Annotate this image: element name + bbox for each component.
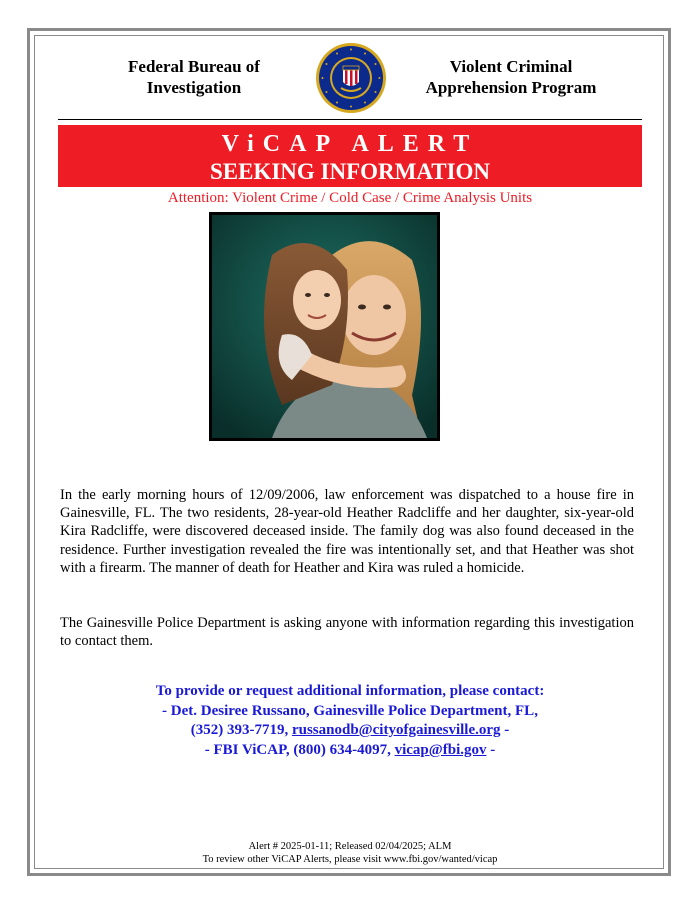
detective-email-link[interactable]: russanodb@cityofgainesville.org xyxy=(291,722,501,738)
contact-block xyxy=(60,682,640,760)
victims-photo xyxy=(209,212,440,441)
contact-detective: - Det. Desiree Russano, Gainesville Police Department, FL, xyxy=(162,702,538,719)
footer xyxy=(60,840,640,866)
header-left-line2: Investigation xyxy=(146,78,242,97)
header-right-line1: Violent Criminal xyxy=(449,57,573,76)
contact-dash: - xyxy=(500,722,510,738)
vicap-website-note: To review other ViCAP Alerts, please visit www.fbi.gov/wanted/vicap xyxy=(202,854,498,865)
fbi-vicap-phone: - FBI ViCAP, (800) 634-4097, xyxy=(204,741,395,758)
contact-heading: To provide or request additional information, please contact: xyxy=(155,683,545,699)
alert-release-info: Alert # 2025-01-11; Released 02/04/2025; ALM xyxy=(248,841,452,852)
header-right-title xyxy=(408,56,614,98)
vicap-email-link[interactable]: vicap@fbi.gov xyxy=(394,741,487,758)
contact-detective-info xyxy=(60,721,640,741)
banner-title: ViCAP ALERT xyxy=(221,131,479,157)
contact-phone: (352) 393-7719, xyxy=(190,722,292,738)
contact-dash: - xyxy=(486,741,496,758)
header-left-title xyxy=(94,56,294,98)
case-summary-paragraph: In the early morning hours of 12/09/2006, law enforcement was dispatched to a house fire in Gainesville, FL. The two residents, 28-year-old Heather Radcliffe and her daughter, six-year-old Kira Radcliffe, were discovered deceased inside. The family dog was also found deceased in the residence. Further investigation revealed the fire was intentionally set, and that Heather was shot with a firearm. The manner of death for Heather and Kira was ruled a homicide. xyxy=(60,487,634,576)
attention-line: Attention: Violent Crime / Cold Case / Crime Analysis Units xyxy=(167,190,533,206)
alert-banner xyxy=(58,125,642,187)
banner-subtitle: SEEKING INFORMATION xyxy=(209,159,491,184)
request-paragraph: The Gainesville Police Department is asking anyone with information regarding this investigation to contact them. xyxy=(60,615,634,650)
fbi-seal-icon xyxy=(315,42,387,114)
header-right-line2: Apprehension Program xyxy=(425,78,597,97)
photo-image xyxy=(212,215,437,438)
header-left-line1: Federal Bureau of xyxy=(128,57,260,76)
header-divider xyxy=(58,119,642,120)
contact-fbi xyxy=(60,741,640,761)
